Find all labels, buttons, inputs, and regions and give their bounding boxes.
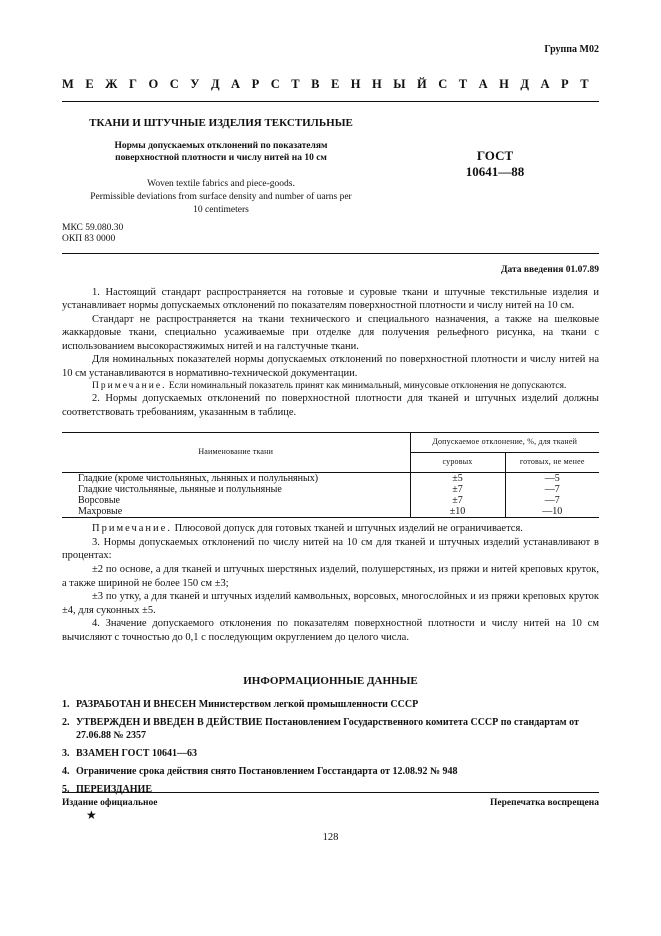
body-text-continued	[62, 522, 599, 645]
banner-letter: О	[148, 77, 159, 91]
official-edition-label: Издание официальное	[62, 798, 158, 808]
banner-letter: Е	[85, 77, 94, 91]
banner-letter: Р	[251, 77, 260, 91]
banner-letter: Д	[520, 77, 530, 91]
banner-letter: С	[169, 77, 179, 91]
paragraph-3: Для номинальных показателей нормы допускаемых отклонений по поверхностной плотности и числу нитей на 10 см устанавливаются в нормативно-технической документации.	[62, 354, 599, 379]
banner-letter: Т	[291, 77, 300, 91]
banner-letter: Г	[129, 77, 137, 91]
banner-letter: Й	[417, 77, 427, 91]
paragraph-6: ±2 по основе, а для тканей и штучных шерстяных изделий, полушерстяных, из пряжи и нитей креповых круток, а также шириной не более 150 см ±3;	[62, 563, 599, 589]
intro-date: Дата введения 01.07.89	[500, 265, 599, 275]
note-1-label: Примечание.	[92, 381, 167, 392]
paragraph-7: ±3 по утку, а для тканей и штучных изделий камвольных, ворсовых, многослойных и из пряжи креповых круток ±4, для суконных ±5.	[62, 591, 599, 616]
info-item-number: 4.	[62, 766, 70, 777]
banner-letter: В	[311, 77, 320, 91]
table-cell-raw: ±10	[410, 506, 505, 518]
note-2	[62, 522, 599, 536]
note-2-label: Примечание.	[92, 523, 172, 534]
table-row	[62, 506, 599, 518]
paragraph-5: 3. Нормы допускаемых отклонений по числу нитей на 10 см для тканей и штучных изделий устанавливают в процентах:	[62, 536, 599, 562]
table-cell-name: Махровые	[62, 506, 410, 518]
table-header-raw: суровых	[410, 453, 505, 473]
note-2-text: Плюсовой допуск для готовых тканей и штучных изделий не ограничивается.	[171, 523, 523, 534]
english-title-line-2: Permissible deviations from surface density and number of uarns per	[90, 191, 352, 202]
okp-code: ОКП 83 0000	[62, 234, 116, 245]
table-row	[62, 484, 599, 495]
standard-banner	[62, 76, 599, 92]
banner-letter: А	[231, 77, 241, 91]
gost-designation	[435, 148, 555, 181]
banner-letter: С	[270, 77, 280, 91]
star-icon: ★	[86, 808, 97, 822]
paragraph-8: 4. Значение допускаемого отклонения по показателям поверхностной плотности и числу нитей на 10 см вычисляют с точностью до 0,1 с последующим округлением до целого числа.	[62, 618, 599, 644]
table-cell-finished: —5	[505, 473, 599, 485]
banner-letter: Н	[372, 77, 382, 91]
banner-letter: У	[190, 77, 200, 91]
table-row	[62, 473, 599, 485]
document-title: ТКАНИ И ШТУЧНЫЕ ИЗДЕЛИЯ ТЕКСТИЛЬНЫЕ	[89, 117, 353, 129]
table-header-name: Наименование ткани	[62, 433, 410, 473]
english-title	[62, 178, 380, 216]
table-header-finished: готовых, не менее	[505, 453, 599, 473]
info-item	[62, 765, 599, 778]
info-item-number: 3.	[62, 748, 70, 759]
classification-codes	[62, 223, 123, 246]
subtitle-line-2: поверхностной плотности и числу нитей на 10 см	[115, 153, 327, 164]
info-item-text: Ограничение срока действия снято Постановлением Госстандарта от 12.08.92 № 948	[76, 766, 458, 777]
mks-code: МКС 59.080.30	[62, 223, 124, 233]
banner-letter: М	[62, 77, 74, 91]
info-item-number: 1.	[62, 699, 70, 710]
gost-number: 10641—88	[465, 164, 525, 180]
banner-letter: Д	[210, 77, 220, 91]
info-item-text: ПЕРЕИЗДАНИЕ	[76, 784, 153, 795]
page-number: 128	[322, 832, 339, 843]
reprint-prohibited-label: Перепечатка воспрещена	[489, 798, 599, 808]
document-subtitle	[62, 140, 380, 165]
banner-letter: Ж	[105, 77, 118, 91]
table-cell-name: Ворсовые	[78, 495, 120, 506]
info-item-text: РАЗРАБОТАН И ВНЕСЕН Министерством легкой промышленности СССР	[76, 699, 419, 710]
info-item	[62, 747, 599, 760]
deviation-table	[62, 432, 599, 518]
banner-letter: С	[438, 77, 448, 91]
info-item-number: 2.	[62, 717, 70, 728]
group-code: Группа М02	[544, 44, 599, 55]
table-cell-finished: —10	[505, 506, 599, 518]
table-header-group: Допускаемое отклонение, %, для тканей	[410, 433, 599, 453]
info-item-text: ВЗАМЕН ГОСТ 10641—63	[76, 748, 197, 759]
note-1	[62, 380, 599, 392]
english-title-line-1: Woven textile fabrics and piece-goods.	[147, 179, 295, 189]
table-cell-raw: ±5	[410, 473, 505, 485]
table-row	[62, 495, 599, 506]
banner-letter: Р	[561, 77, 569, 91]
banner-letter: Т	[580, 77, 589, 91]
table-cell-name: Гладкие чистольняные, льняные и полульняные	[78, 484, 282, 495]
banner-letter: Н	[350, 77, 361, 91]
table-cell-raw: ±7	[410, 495, 505, 506]
body-text	[62, 286, 599, 419]
info-list	[62, 698, 599, 801]
middle-rule	[62, 253, 599, 254]
banner-letter: Е	[330, 77, 340, 91]
top-rule	[62, 101, 599, 102]
english-title-line-3: 10 centimeters	[193, 204, 249, 215]
info-item	[62, 698, 599, 711]
info-item	[62, 783, 599, 796]
banner-letter: Н	[499, 77, 509, 91]
info-item	[62, 716, 599, 742]
table-cell-name: Гладкие (кроме чистольняных, льняных и полульняных)	[78, 473, 319, 484]
banner-word-2	[438, 76, 600, 92]
table-cell-raw: ±7	[410, 484, 505, 495]
paragraph-2: Стандарт не распространяется на ткани технического и специального назначения, а также на шелковые жаккардовые ткани, специально усаживаемые при отделке для получения рельефного рисунка, на ткани с использованием высокорастяжимых нитей и на галстучные ткани.	[62, 313, 599, 352]
banner-letter: А	[478, 77, 488, 91]
subtitle-line-1: Нормы допускаемых отклонений по показателям	[114, 141, 328, 151]
paragraph-4: 2. Нормы допускаемых отклонений по поверхностной плотности для тканей и штучных изделий должны соответствовать требованиям, указанным в таблице.	[62, 393, 599, 418]
info-item-text: УТВЕРЖДЕН И ВВЕДЕН В ДЕЙСТВИЕ Постановлением Государственного комитета СССР по стандартам от 27.06.88 № 2357	[76, 717, 579, 741]
banner-letter: Ы	[393, 77, 406, 91]
table-cell-finished: —7	[505, 484, 599, 495]
note-1-text: Если номинальный показатель принят как минимальный, минусовые отклонения не допускаются.	[166, 381, 567, 392]
banner-letter: Т	[458, 77, 468, 91]
paragraph-1: 1. Настоящий стандарт распространяется на готовые и суровые ткани и штучные текстильные изделия и устанавливает нормы допускаемых отклонений по показателям поверхностной плотности и числу нитей на 10 см.	[62, 287, 599, 312]
gost-label: ГОСТ	[476, 148, 514, 163]
info-title: ИНФОРМАЦИОННЫЕ ДАННЫЕ	[243, 675, 418, 687]
info-item-number: 5.	[62, 784, 70, 795]
banner-word-1	[62, 76, 438, 92]
table-cell-finished: —7	[505, 495, 599, 506]
banner-letter: А	[540, 77, 550, 91]
bottom-rule	[62, 792, 599, 793]
